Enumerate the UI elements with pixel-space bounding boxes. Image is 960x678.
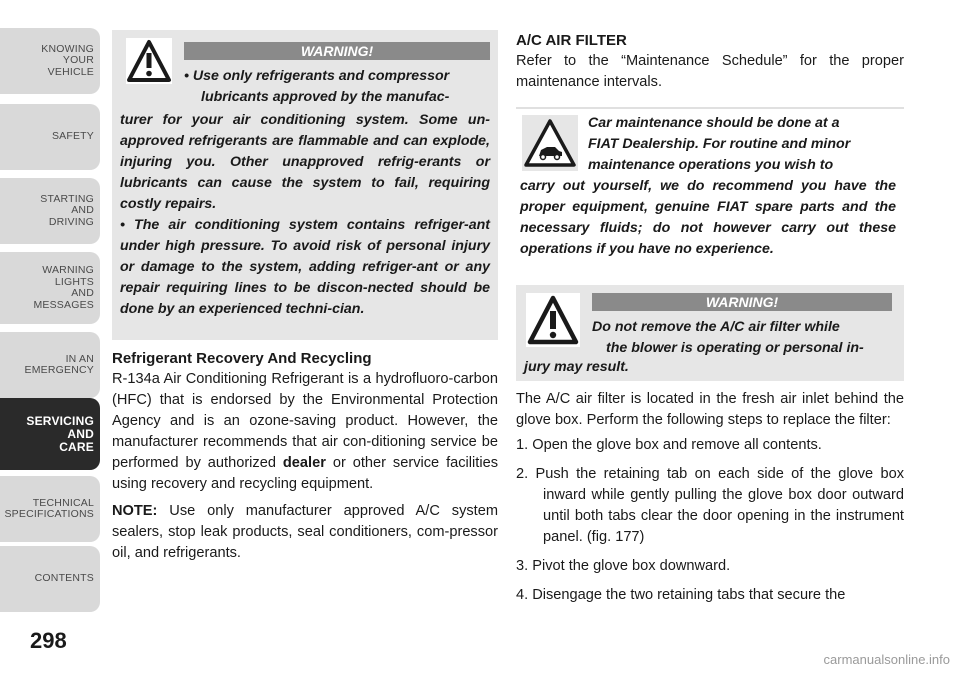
caution-box-maintenance bbox=[516, 107, 904, 281]
tab-label: STARTING bbox=[40, 192, 94, 205]
filter-location-paragraph: The A/C air filter is located in the fresh air inlet behind the glove box. Perform the following steps to replace the filter: bbox=[516, 391, 904, 428]
watermark: carmanualsonline.info bbox=[823, 652, 950, 667]
warning-bullet-2: • The air conditioning system contains refriger-ant under high pressure. To avoid risk of personal injury or damage to the system, adding refriger-ant or any repair requiring lines to be discon-nected should be done by an experienced techni-cian. bbox=[120, 217, 490, 317]
list-item: 1. Open the glove box and remove all contents. bbox=[516, 437, 822, 453]
warning-line-2: the blower is operating or personal in- bbox=[606, 340, 864, 356]
section-heading-ac-air-filter: A/C AIR FILTER bbox=[516, 32, 627, 49]
tab-technical-specifications[interactable] bbox=[0, 476, 100, 542]
section-heading-refrigerant-recovery: Refrigerant Recovery And Recycling bbox=[112, 350, 372, 367]
page-number: 298 bbox=[30, 628, 67, 653]
caution-line-2: FIAT Dealership. For routine and minor bbox=[588, 136, 851, 152]
tab-label: DRIVING bbox=[48, 215, 94, 228]
tab-safety[interactable] bbox=[0, 104, 100, 170]
tab-label: LIGHTS bbox=[54, 275, 94, 288]
tab-label: CARE bbox=[59, 439, 94, 454]
warning-continued: jury may result. bbox=[524, 359, 629, 375]
list-item: 2. Push the retaining tab on each side of the glove box inward while gently pulling the glove box door outward until both tabs clear the door opening in the instrument panel. (fig. 177) bbox=[516, 466, 904, 545]
tab-label: TECHNICAL bbox=[32, 496, 94, 509]
tab-warning-lights-and-messages[interactable] bbox=[0, 252, 100, 324]
tab-label: EMERGENCY bbox=[24, 364, 94, 376]
right-column bbox=[516, 30, 904, 606]
warning-box-refrigerants bbox=[112, 30, 498, 340]
warning-bullet-1-line-a: • Use only refrigerants and compressor bbox=[184, 68, 450, 84]
tab-label: IN AN bbox=[65, 352, 94, 365]
caution-line-1: Car maintenance should be done at a bbox=[588, 115, 840, 131]
paragraph-text: or other service facilities using recovery and recycling equipment. bbox=[112, 455, 498, 492]
note-text: Use only manufacturer approved A/C system sealers, stop leak products, seal conditioners, com-pressor oil, and refrigerants. bbox=[112, 503, 498, 561]
warning-title: WARNING! bbox=[184, 42, 490, 60]
tab-label: AND bbox=[67, 426, 94, 441]
tab-label: MESSAGES bbox=[33, 298, 94, 311]
left-column bbox=[112, 30, 498, 564]
tab-knowing-your-vehicle[interactable] bbox=[0, 28, 100, 94]
tab-servicing-and-care[interactable] bbox=[0, 398, 100, 470]
tab-starting-and-driving[interactable] bbox=[0, 178, 100, 244]
warning-triangle-icon bbox=[526, 293, 580, 347]
tab-label: SERVICING bbox=[26, 413, 94, 428]
warning-title: WARNING! bbox=[592, 293, 892, 311]
paragraph-text: R-134a Air Conditioning Refrigerant is a hydrofluoro-carbon (HFC) that is endorsed by the Environmental Protection Agency and is an ozone-saving product. However, the manufacturer recommends that air con-ditioning service be performed by authorized bbox=[112, 371, 498, 471]
dealer-emphasis: dealer bbox=[282, 455, 326, 471]
tab-contents[interactable] bbox=[0, 546, 100, 612]
caution-continued: carry out yourself, we do recommend you have the proper equipment, genuine FIAT spare parts and the necessary fluids; do not however carry out these operations if you have no experience. bbox=[520, 178, 896, 257]
tab-label: SAFETY bbox=[51, 130, 94, 143]
tab-label: YOUR bbox=[62, 54, 94, 67]
car-caution-triangle-icon bbox=[522, 115, 578, 171]
list-item: 3. Pivot the glove box downward. bbox=[516, 558, 731, 574]
note-paragraph bbox=[112, 501, 498, 564]
tab-label: AND bbox=[71, 204, 94, 217]
tab-label: KNOWING bbox=[41, 42, 94, 55]
tab-in-an-emergency[interactable] bbox=[0, 332, 100, 398]
warning-box-ac-filter bbox=[516, 285, 904, 381]
tab-label: WARNING bbox=[42, 264, 94, 276]
steps-list bbox=[516, 435, 904, 606]
tab-label: AND bbox=[71, 287, 94, 299]
warning-bullet-1-line-b: lubricants approved by the manufac- bbox=[201, 89, 450, 105]
caution-line-3: maintenance operations you wish to bbox=[588, 157, 834, 173]
warning-triangle-icon bbox=[126, 38, 172, 84]
warning-bullet-1-continued: turer for your air conditioning system. Some un-approved refrigerants are flammable and can explode, injuring you. Other unapproved refrig-erants or lubricants can cause the system to fail, requiring costly repairs. bbox=[120, 112, 490, 212]
refrigerant-paragraph bbox=[112, 369, 498, 495]
note-label: NOTE: bbox=[112, 503, 158, 519]
list-item: 4. Disengage the two retaining tabs that secure the bbox=[516, 587, 846, 603]
tab-label: CONTENTS bbox=[34, 572, 94, 585]
tab-label: VEHICLE bbox=[47, 65, 94, 78]
tab-label: SPECIFICATIONS bbox=[4, 508, 94, 520]
warning-line-1: Do not remove the A/C air filter while bbox=[592, 319, 840, 335]
maintenance-intro: Refer to the “Maintenance Schedule” for the proper maintenance intervals. bbox=[516, 53, 904, 90]
